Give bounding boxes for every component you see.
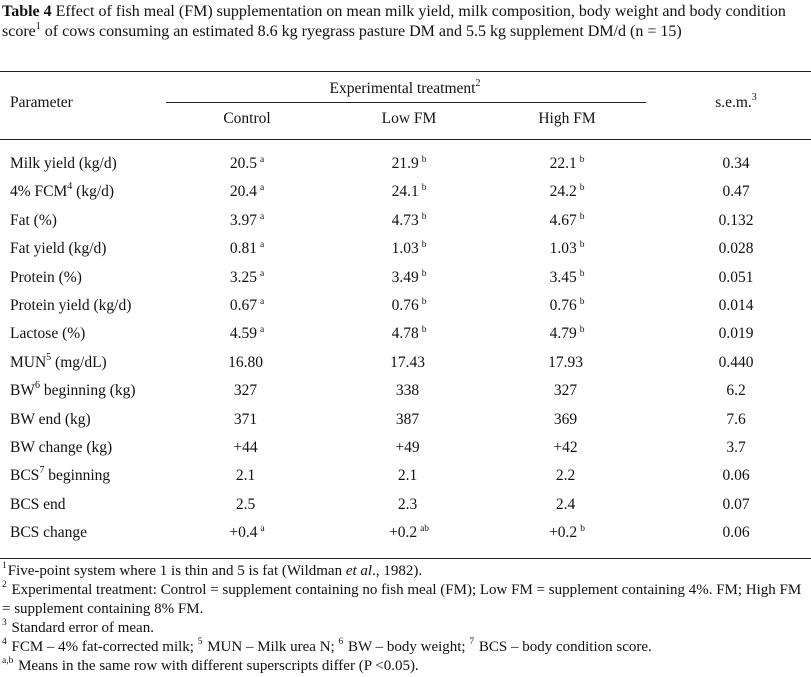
row-high-fm-value: +42 (553, 439, 578, 456)
row-control-value: 20.4 $^a$ (229, 182, 265, 200)
row-low-fm-value: 387 (395, 411, 420, 428)
row-sem-value: 7.6 (726, 411, 746, 428)
caption-text-2: of cows consuming an estimated 8.6 kg ryegrass pasture DM and 5.5 kg supplement DM/d (n = 15) (40, 23, 682, 40)
row-parameter: Fat yield (kg/d) (10, 240, 107, 257)
row-high-fm-value: 1.03 $^b$ (549, 239, 585, 257)
row-sem-value: 0.132 (718, 212, 754, 229)
row-sem-value: 0.06 (722, 467, 750, 484)
row-high-fm-value: 2.2 (555, 467, 576, 484)
caption-footnote-mark: 1 (35, 20, 41, 32)
row-high-fm-value: 0.76 $^b$ (549, 296, 585, 314)
caption-text-1: Effect of fish meal (FM) supplementation on mean milk yield, milk composition, body weight and body condition score (2, 3, 786, 40)
row-parameter: Milk yield (kg/d) (10, 155, 117, 172)
row-sem-value: 6.2 (726, 382, 746, 399)
row-parameter: $BW^6$ beginning (kg) (10, 379, 136, 399)
row-control-value: +0.4 $^a$ (229, 523, 265, 541)
row-high-fm-value: 327 (553, 382, 578, 399)
row-high-fm-value: 4.79 $^b$ (549, 324, 585, 342)
row-high-fm-value: 22.1 $^b$ (549, 154, 585, 172)
header-high-fm: High FM (538, 110, 596, 127)
row-sem-value: 0.014 (718, 297, 754, 314)
row-parameter: Protein (%) (10, 269, 82, 286)
row-low-fm-value: +49 (395, 439, 420, 456)
header-experimental-treatment: Experimental treatment$^2$ (329, 77, 481, 97)
footnote-1: $^1$Five-point system where 1 is thin and 5 is fat (Wildman et al., 1982). (2, 561, 423, 579)
row-low-fm-value: 4.78 $^b$ (391, 324, 427, 342)
table-label: Table 4 (2, 3, 52, 20)
row-low-fm-value: 338 (395, 382, 420, 399)
row-parameter: BW end (kg) (10, 411, 91, 428)
row-low-fm-value: 24.1 $^b$ (391, 182, 427, 200)
header-low-fm: Low FM (381, 110, 437, 127)
header-parameter: Parameter (10, 94, 73, 111)
row-sem-value: 3.7 (726, 439, 746, 456)
header-sem: s.e.m.$^3$ (715, 91, 757, 111)
row-high-fm-value: 4.67 $^b$ (549, 211, 585, 229)
table-bottom-rule (0, 558, 811, 559)
row-control-value: 2.1 (235, 467, 256, 484)
header-control: Control (223, 110, 271, 127)
row-low-fm-value: +0.2 $^{ab}$ (388, 523, 430, 541)
row-control-value: 16.80 (228, 354, 263, 371)
row-parameter: 4% FCM$^4$ (kg/d) (10, 180, 115, 200)
treatment-group-rule (166, 102, 646, 103)
row-high-fm-value: +0.2 $^b$ (549, 523, 585, 541)
row-low-fm-value: 2.3 (397, 496, 418, 513)
footnote-5: $^{a,b}$ Means in the same row with different superscripts differ (P <0.05). (2, 656, 419, 674)
row-parameter: MUN$^5$ (mg/dL) (10, 351, 107, 371)
row-high-fm-value: 369 (553, 411, 578, 428)
row-low-fm-value: 1.03 $^b$ (391, 239, 427, 257)
footnote-2: $^2$ Experimental treatment: Control = supplement containing no fish meal (FM); Low FM = supplement containing 4%. FM; High FM = supplement containing 8% FM. (2, 580, 802, 617)
footnote-3: $^3$ Standard error of mean. (2, 618, 154, 636)
row-control-value: 327 (233, 382, 258, 399)
row-low-fm-value: 4.73 $^b$ (391, 211, 427, 229)
row-sem-value: 0.051 (718, 269, 754, 286)
row-high-fm-value: 3.45 $^b$ (549, 268, 585, 286)
row-low-fm-value: 2.1 (397, 467, 418, 484)
row-parameter: Lactose (%) (10, 325, 86, 342)
row-sem-value: 0.07 (722, 496, 750, 513)
footnote-4: $^4$ FCM – 4% fat-corrected milk; $^5$ MUN – Milk urea N; $^6$ BW – body weight; $^7$ BCS – body condition score. (2, 637, 652, 655)
row-sem-value: 0.47 (722, 183, 750, 200)
row-parameter: Protein yield (kg/d) (10, 297, 132, 314)
row-control-value: 20.5 $^a$ (229, 154, 265, 172)
header-bottom-rule (0, 139, 811, 140)
row-sem-value: 0.440 (718, 354, 754, 371)
row-low-fm-value: 21.9 $^b$ (391, 154, 427, 172)
row-control-value: 4.59 $^a$ (229, 324, 265, 342)
row-parameter: BW change (kg) (10, 439, 113, 456)
row-control-value: 371 (233, 411, 258, 428)
row-control-value: +44 (233, 439, 258, 456)
row-high-fm-value: 17.93 (548, 354, 583, 371)
row-parameter: BCS$^7$ beginning (10, 464, 111, 484)
row-control-value: 2.5 (235, 496, 256, 513)
row-low-fm-value: 0.76 $^b$ (391, 296, 427, 314)
footnotes (2, 562, 808, 676)
row-control-value: 0.67 $^a$ (229, 296, 265, 314)
table-top-rule (0, 71, 811, 72)
row-parameter: BCS end (10, 496, 66, 513)
row-control-value: 3.97 $^a$ (229, 211, 265, 229)
row-sem-value: 0.06 (722, 524, 750, 541)
row-parameter: Fat (%) (10, 212, 57, 229)
row-low-fm-value: 17.43 (390, 354, 425, 371)
table-caption (2, 2, 807, 42)
row-sem-value: 0.019 (718, 325, 754, 342)
row-high-fm-value: 24.2 $^b$ (549, 182, 585, 200)
row-sem-value: 0.34 (722, 155, 750, 172)
row-control-value: 0.81 $^a$ (229, 239, 265, 257)
row-low-fm-value: 3.49 $^b$ (391, 268, 427, 286)
row-high-fm-value: 2.4 (555, 496, 576, 513)
row-control-value: 3.25 $^a$ (229, 268, 265, 286)
row-sem-value: 0.028 (718, 240, 754, 257)
row-parameter: BCS change (10, 524, 88, 541)
